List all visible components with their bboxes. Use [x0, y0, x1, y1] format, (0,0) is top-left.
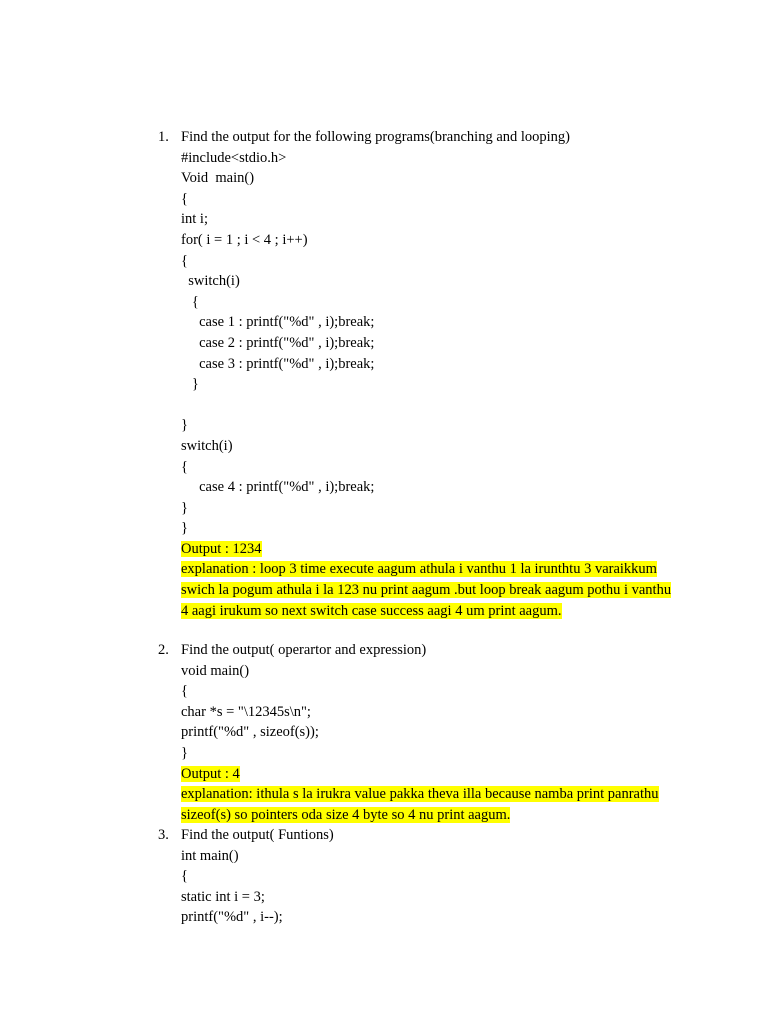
code-line: [181, 395, 681, 416]
code-line: {: [181, 683, 188, 700]
question-body: [181, 640, 681, 825]
code-line: case 1 : printf("%d" , i);break;: [181, 314, 375, 331]
code-line: }: [181, 376, 199, 393]
question-body: [181, 127, 681, 621]
code-line: int main(): [181, 847, 239, 864]
question-title: Find the output for the following programs(branching and looping): [181, 129, 571, 145]
code-line: #include<stdio.h>: [181, 149, 287, 166]
code-line: void main(): [181, 662, 250, 679]
code-line: {: [181, 252, 188, 269]
question-title: Find the output( Funtions): [181, 827, 334, 843]
code-line: case 4 : printf("%d" , i);break;: [181, 479, 375, 496]
code-line: printf("%d" , sizeof(s));: [181, 724, 319, 741]
code-line: }: [181, 520, 188, 537]
explanation-text: explanation: ithula s la irukra value pakka theva illa because namba print panrathu sizeof(s) so pointers oda size 4 byte so 4 nu print aagum.: [181, 786, 659, 823]
code-line: switch(i): [181, 437, 233, 454]
code-line: }: [181, 499, 188, 516]
code-line: {: [181, 458, 188, 475]
code-line: char *s = "\12345s\n";: [181, 703, 311, 720]
code-line: static int i = 3;: [181, 888, 265, 905]
explanation-block: [181, 559, 679, 621]
question-body: [181, 825, 681, 928]
code-line: Void main(): [181, 170, 255, 187]
output-answer: Output : 1234: [181, 540, 262, 557]
question-number: 3.: [158, 827, 169, 843]
code-line: case 3 : printf("%d" , i);break;: [181, 355, 375, 372]
code-line: }: [181, 417, 188, 434]
code-line: for( i = 1 ; i < 4 ; i++): [181, 231, 308, 248]
question-number: 2.: [158, 642, 169, 658]
code-line: {: [181, 868, 188, 885]
code-line: {: [181, 293, 199, 310]
code-line: }: [181, 744, 188, 761]
code-line: case 2 : printf("%d" , i);break;: [181, 334, 375, 351]
output-answer: Output : 4: [181, 765, 240, 782]
explanation-text: explanation : loop 3 time execute aagum athula i vanthu 1 la irunthtu 3 varaikkum swich la pogum athula i la 123 nu print aagum .but loop break aagum pothu i vanthu 4 aagi irukum so next switch case success aagi 4 um print aagum.: [181, 561, 672, 619]
question-title: Find the output( operartor and expression): [181, 642, 427, 658]
question-number: 1.: [158, 129, 169, 145]
code-line: printf("%d" , i--);: [181, 909, 283, 926]
code-line: {: [181, 190, 188, 207]
code-line: int i;: [181, 211, 208, 228]
explanation-block: [181, 784, 679, 825]
code-line: switch(i): [181, 273, 240, 290]
